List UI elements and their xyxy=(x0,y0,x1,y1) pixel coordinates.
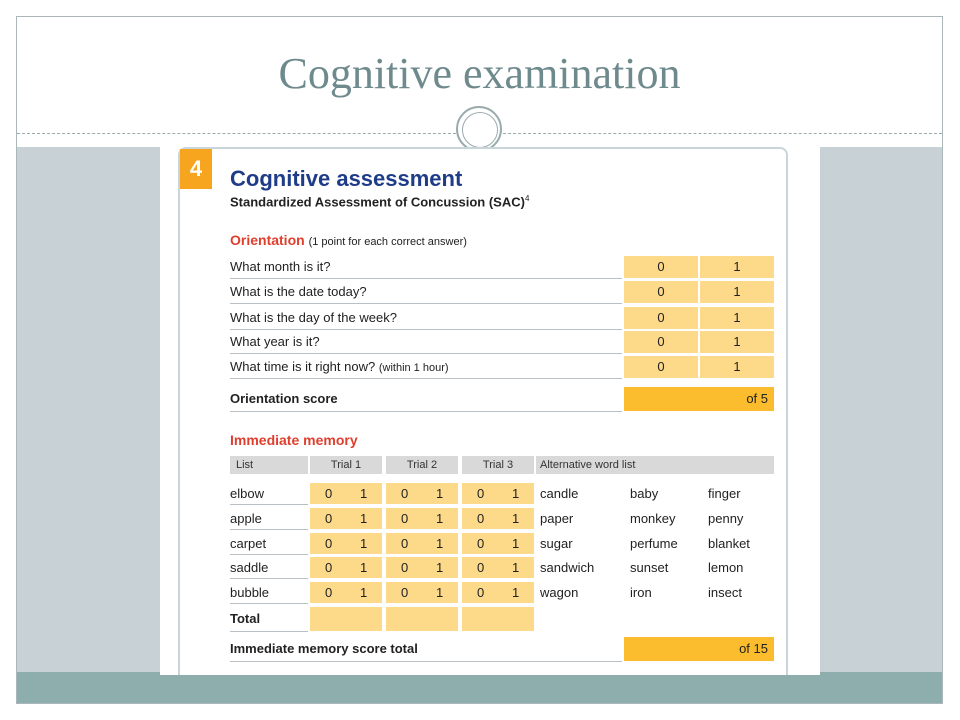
memory-word: elbow xyxy=(230,483,308,505)
sac-form-image xyxy=(160,147,820,675)
trial-3-cell xyxy=(462,582,534,603)
header-alternative-word-list: Alternative word list xyxy=(536,456,774,474)
memory-score-label: Immediate memory score total xyxy=(230,637,622,662)
trial-score-1[interactable]: 1 xyxy=(512,536,520,551)
question-label: What is the day of the week? xyxy=(230,310,397,325)
immediate-memory-heading: Immediate memory xyxy=(230,432,358,448)
circle-ornament-icon xyxy=(456,106,502,152)
header-list: List xyxy=(230,456,308,474)
trial-score-1[interactable]: 1 xyxy=(512,511,520,526)
memory-word: saddle xyxy=(230,557,308,579)
trial-1-cell xyxy=(310,508,382,529)
orientation-title: Orientation xyxy=(230,232,305,248)
alt-word: paper xyxy=(540,511,574,526)
alt-word: sandwich xyxy=(540,560,595,575)
trial-score-1[interactable]: 1 xyxy=(360,486,368,501)
trial-2-cell xyxy=(386,582,458,603)
orientation-score-field[interactable]: of 5 xyxy=(624,387,774,411)
orientation-score-row xyxy=(230,387,774,411)
memory-word-row xyxy=(230,508,774,529)
alt-word: penny xyxy=(708,511,744,526)
orientation-question-row xyxy=(230,331,774,353)
trial-3-cell xyxy=(462,508,534,529)
alt-word: insect xyxy=(708,585,742,600)
header-trial-1: Trial 1 xyxy=(310,456,382,474)
orientation-question-row xyxy=(230,281,774,303)
question-text xyxy=(230,356,622,379)
alt-word: lemon xyxy=(708,560,744,575)
score-option-1[interactable]: 1 xyxy=(700,356,774,378)
memory-word: carpet xyxy=(230,533,308,555)
score-option-0[interactable]: 0 xyxy=(624,307,698,329)
trial-1-cell xyxy=(310,483,382,504)
memory-total-row xyxy=(230,607,774,631)
trial-score-1[interactable]: 1 xyxy=(512,560,520,575)
question-label: What is the date today? xyxy=(230,284,367,299)
memory-word-row xyxy=(230,533,774,554)
trial-3-cell xyxy=(462,557,534,578)
trial-2-cell xyxy=(386,533,458,554)
memory-word-row xyxy=(230,557,774,578)
trial-score-1[interactable]: 1 xyxy=(436,536,444,551)
trial-score-1[interactable]: 1 xyxy=(360,585,368,600)
trial-score-0[interactable]: 0 xyxy=(477,585,485,600)
form-subheading xyxy=(230,194,529,209)
memory-total-label: Total xyxy=(230,607,308,632)
trial-score-1[interactable]: 1 xyxy=(436,511,444,526)
trial-1-cell xyxy=(310,533,382,554)
trial-score-0[interactable]: 0 xyxy=(401,486,409,501)
trial-score-0[interactable]: 0 xyxy=(477,536,485,551)
score-option-1[interactable]: 1 xyxy=(700,307,774,329)
form-subheading-superscript: 4 xyxy=(524,194,530,203)
memory-score-field[interactable]: of 15 xyxy=(624,637,774,661)
trial-2-cell xyxy=(386,557,458,578)
trial-score-0[interactable]: 0 xyxy=(325,585,333,600)
alt-word: sugar xyxy=(540,536,573,551)
form-heading: Cognitive assessment xyxy=(230,166,463,191)
score-option-1[interactable]: 1 xyxy=(700,331,774,353)
memory-word: bubble xyxy=(230,582,308,604)
step-number-badge: 4 xyxy=(180,149,212,189)
trial-score-0[interactable]: 0 xyxy=(477,511,485,526)
trial-score-1[interactable]: 1 xyxy=(436,560,444,575)
alt-word: baby xyxy=(630,486,659,501)
question-note: (within 1 hour) xyxy=(378,362,449,374)
trial-3-total-field[interactable] xyxy=(462,607,534,631)
alt-word: perfume xyxy=(630,536,678,551)
question-text xyxy=(230,331,622,354)
footer-band xyxy=(17,672,942,703)
trial-score-0[interactable]: 0 xyxy=(325,560,333,575)
trial-2-cell xyxy=(386,483,458,504)
question-label: What year is it? xyxy=(230,334,320,349)
trial-score-1[interactable]: 1 xyxy=(436,486,444,501)
trial-score-0[interactable]: 0 xyxy=(477,486,485,501)
score-option-1[interactable]: 1 xyxy=(700,256,774,278)
slide-title: Cognitive examination xyxy=(278,49,681,98)
alt-word: blanket xyxy=(708,536,750,551)
trial-score-0[interactable]: 0 xyxy=(325,536,333,551)
trial-1-cell xyxy=(310,557,382,578)
trial-score-0[interactable]: 0 xyxy=(477,560,485,575)
score-option-0[interactable]: 0 xyxy=(624,356,698,378)
question-label: What month is it? xyxy=(230,259,331,274)
form-subheading-text: Standardized Assessment of Concussion (SAC) xyxy=(230,194,525,210)
trial-1-total-field[interactable] xyxy=(310,607,382,631)
orientation-score-label: Orientation score xyxy=(230,387,622,412)
memory-word-row xyxy=(230,582,774,603)
question-label: What time is it right now? xyxy=(230,359,376,374)
header-trial-3: Trial 3 xyxy=(462,456,534,474)
orientation-question-row xyxy=(230,307,774,329)
question-text xyxy=(230,281,622,304)
trial-score-0[interactable]: 0 xyxy=(401,536,409,551)
trial-2-total-field[interactable] xyxy=(386,607,458,631)
trial-score-1[interactable]: 1 xyxy=(360,511,368,526)
score-option-0[interactable]: 0 xyxy=(624,281,698,303)
score-option-0[interactable]: 0 xyxy=(624,256,698,278)
memory-score-row xyxy=(230,637,774,661)
orientation-question-row xyxy=(230,356,774,378)
question-text xyxy=(230,256,622,279)
trial-score-1[interactable]: 1 xyxy=(360,560,368,575)
trial-score-0[interactable]: 0 xyxy=(325,511,333,526)
trial-1-cell xyxy=(310,582,382,603)
question-text xyxy=(230,307,622,330)
orientation-note: (1 point for each correct answer) xyxy=(308,236,467,248)
trial-3-cell xyxy=(462,533,534,554)
score-option-0[interactable]: 0 xyxy=(624,331,698,353)
trial-score-1[interactable]: 1 xyxy=(436,585,444,600)
trial-score-0[interactable]: 0 xyxy=(401,511,409,526)
trial-score-0[interactable]: 0 xyxy=(325,486,333,501)
alt-word: iron xyxy=(630,585,652,600)
alt-word: candle xyxy=(540,486,579,501)
memory-word: apple xyxy=(230,508,308,530)
trial-3-cell xyxy=(462,483,534,504)
trial-score-0[interactable]: 0 xyxy=(401,560,409,575)
alt-word: finger xyxy=(708,486,741,501)
orientation-heading xyxy=(230,232,467,248)
trial-2-cell xyxy=(386,508,458,529)
trial-score-1[interactable]: 1 xyxy=(360,536,368,551)
alt-word: wagon xyxy=(540,585,579,600)
memory-table-header xyxy=(230,456,774,474)
trial-score-1[interactable]: 1 xyxy=(512,486,520,501)
header-trial-2: Trial 2 xyxy=(386,456,458,474)
alt-word: monkey xyxy=(630,511,676,526)
orientation-question-row xyxy=(230,256,774,278)
trial-score-1[interactable]: 1 xyxy=(512,585,520,600)
score-option-1[interactable]: 1 xyxy=(700,281,774,303)
trial-score-0[interactable]: 0 xyxy=(401,585,409,600)
alt-word: sunset xyxy=(630,560,669,575)
memory-word-row xyxy=(230,483,774,504)
